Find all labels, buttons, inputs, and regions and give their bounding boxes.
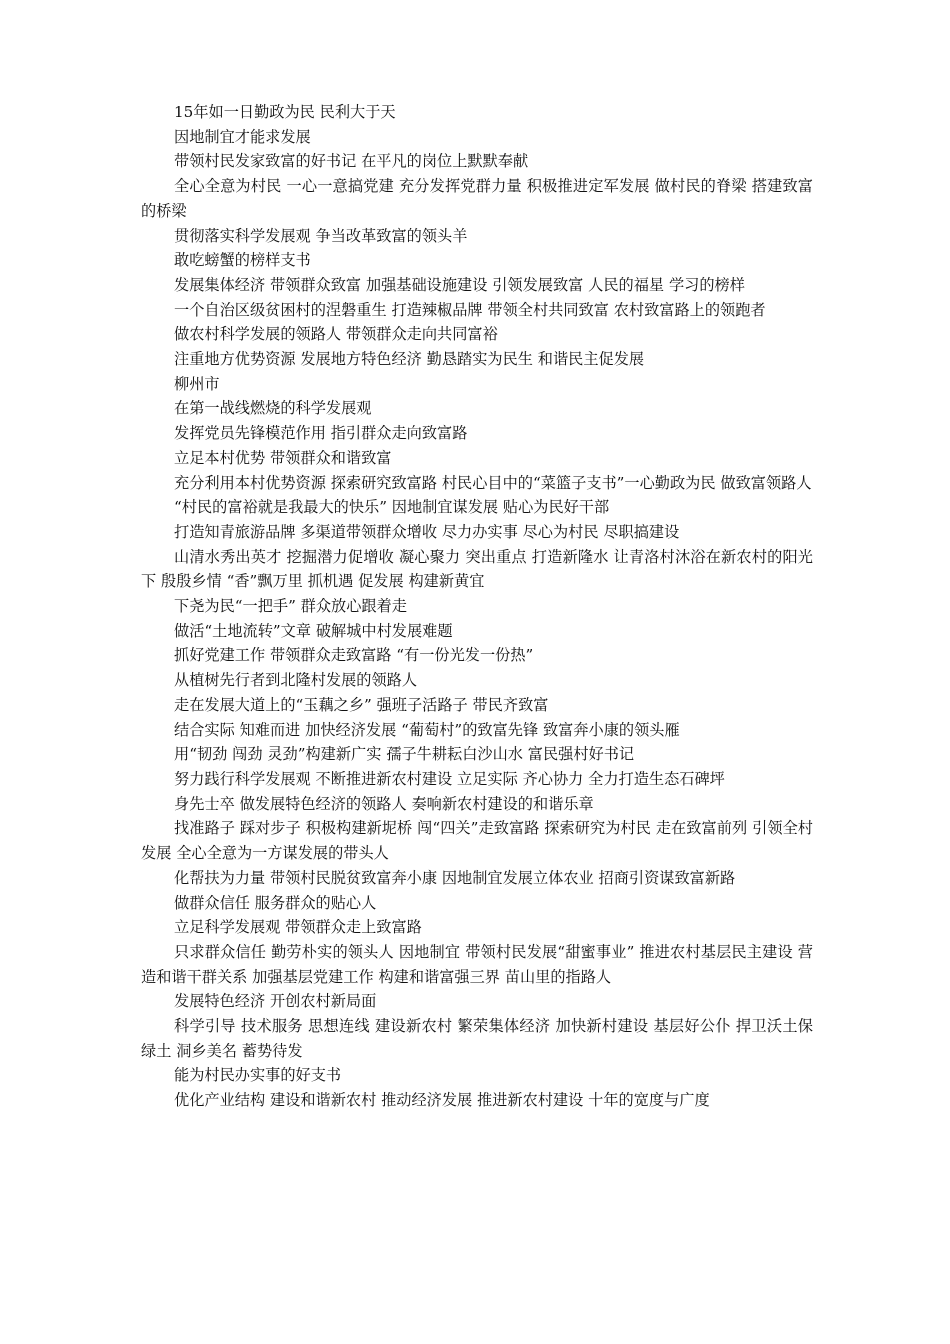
paragraph: 努力践行科学发展观 不断推进新农村建设 立足实际 齐心协力 全力打造生态石碑坪 bbox=[174, 769, 725, 788]
paragraph: 贯彻落实科学发展观 争当改革致富的领头羊 bbox=[174, 226, 468, 245]
paragraph: 优化产业结构 建设和谐新农村 推动经济发展 推进新农村建设 十年的宽度与广度 bbox=[174, 1091, 710, 1110]
paragraph: 山清水秀出英才 挖掘潜力促增收 凝心聚力 突出重点 打造新隆水 让青洛村沐浴在新农村的阳光下 殷殷乡情 “香”飘万里 抓机遇 促发展 构建新黄宜 bbox=[141, 547, 813, 591]
paragraph: 一个自治区级贫困村的涅磐重生 打造辣椒品牌 带领全村共同致富 农村致富路上的领跑者 bbox=[174, 300, 766, 319]
paragraph: 带领村民发家致富的好书记 在平凡的岗位上默默奉献 bbox=[174, 152, 529, 171]
paragraph: 抓好党建工作 带领群众走致富路 “有一份光发一份热” bbox=[174, 646, 534, 665]
paragraph: “村民的富裕就是我最大的快乐” 因地制宜谋发展 贴心为民好干部 bbox=[174, 498, 610, 517]
paragraph: 打造知青旅游品牌 多渠道带领群众增收 尽力办实事 尽心为村民 尽职搞建设 bbox=[174, 522, 680, 541]
paragraph: 走在发展大道上的“玉藕之乡” 强班子活路子 带民齐致富 bbox=[174, 695, 549, 714]
paragraph: 发展集体经济 带领群众致富 加强基础设施建设 引领发展致富 人民的福星 学习的榜样 bbox=[174, 275, 745, 294]
paragraph: 做农村科学发展的领路人 带领群众走向共同富裕 bbox=[174, 325, 498, 344]
paragraph: 全心全意为村民 一心一意搞党建 充分发挥党群力量 积极推进定军发展 做村民的脊梁 搭建致富的桥梁 bbox=[141, 177, 813, 220]
paragraph: 在第一战线燃烧的科学发展观 bbox=[174, 399, 372, 418]
paragraph: 立足本村优势 带领群众和谐致富 bbox=[174, 448, 392, 467]
paragraph: 科学引导 技术服务 思想连线 建设新农村 繁荣集体经济 加快新村建设 基层好公仆 捍卫沃土保绿土 洞乡美名 蓄势待发 bbox=[141, 1017, 813, 1060]
paragraph: 身先士卒 做发展特色经济的领路人 奏响新农村建设的和谐乐章 bbox=[174, 794, 594, 813]
paragraph: 柳州市 bbox=[174, 374, 220, 393]
paragraph: 下尧为民“一把手” 群众放心跟着走 bbox=[174, 597, 407, 616]
paragraph: 做活“土地流转”文章 破解城中村发展难题 bbox=[174, 621, 453, 640]
paragraph: 注重地方优势资源 发展地方特色经济 勤恳踏实为民生 和谐民主促发展 bbox=[174, 350, 645, 369]
paragraph: 因地制宜才能求发展 bbox=[174, 127, 311, 146]
paragraph: 15年如一日勤政为民 民利大于天 bbox=[174, 103, 396, 121]
paragraph: 找准路子 踩对步子 积极构建新坭桥 闯“四关”走致富路 探索研究为村民 走在致富前列 引领全村发展 全心全意为一方谋发展的带头人 bbox=[141, 819, 813, 863]
paragraph: 发展特色经济 开创农村新局面 bbox=[174, 992, 377, 1011]
document-page bbox=[141, 100, 813, 1113]
paragraph: 化帮扶为力量 带领村民脱贫致富奔小康 因地制宜发展立体农业 招商引资谋致富新路 bbox=[174, 868, 736, 887]
paragraph: 只求群众信任 勤劳朴实的领头人 因地制宜 带领村民发展“甜蜜事业” 推进农村基层民主建设 营造和谐干群关系 加强基层党建工作 构建和谐富强三界 苗山里的指路人 bbox=[141, 942, 813, 986]
paragraph: 结合实际 知难而进 加快经济发展 “葡萄村”的致富先锋 致富奔小康的领头雁 bbox=[174, 720, 680, 739]
paragraph: 从植树先行者到北隆村发展的领路人 bbox=[174, 671, 417, 690]
paragraph: 做群众信任 服务群众的贴心人 bbox=[174, 893, 377, 912]
paragraph: 能为村民办实事的好支书 bbox=[174, 1066, 342, 1085]
paragraph: 敢吃螃蟹的榜样支书 bbox=[174, 251, 311, 270]
paragraph: 立足科学发展观 带领群众走上致富路 bbox=[174, 918, 422, 937]
paragraph: 发挥党员先锋模范作用 指引群众走向致富路 bbox=[174, 424, 468, 443]
paragraph: 充分利用本村优势资源 探索研究致富路 村民心目中的“菜篮子支书”一心勤政为民 做致富领路人 bbox=[174, 473, 812, 492]
paragraph: 用“韧劲 闯劲 灵劲”构建新广实 孺子牛耕耘白沙山水 富民强村好书记 bbox=[174, 745, 635, 764]
